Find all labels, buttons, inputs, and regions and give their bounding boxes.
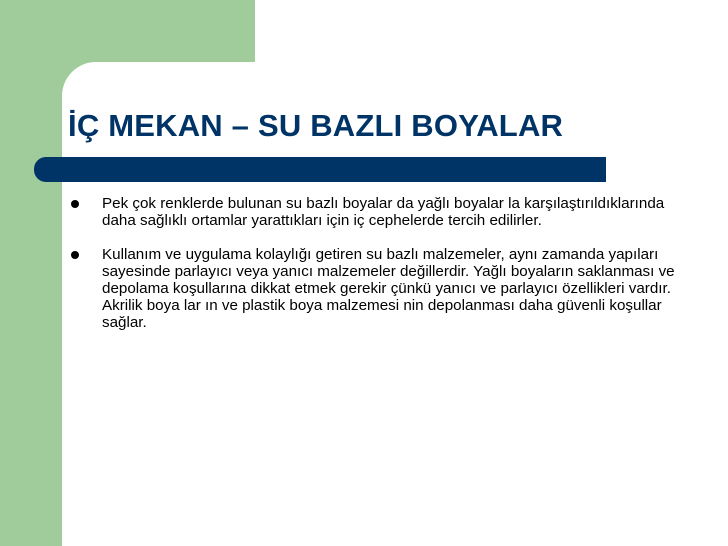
bullet-dot-icon [71, 251, 79, 259]
bullet-dot-icon [71, 200, 79, 208]
bullet-text: Pek çok renklerde bulunan su bazlı boyalar da yağlı boyalar la karşılaştırıldıklarında daha sağlıklı ortamlar yarattıkları için iç cephelerde tercih edilirler. [102, 195, 665, 229]
green-side-band [0, 0, 62, 546]
title-underline-bar [34, 157, 606, 182]
bullet-list [68, 195, 678, 331]
bullet-item [68, 195, 678, 229]
slide-title: İÇ MEKAN – SU BAZLI BOYALAR [68, 108, 564, 143]
bullet-text: Kullanım ve uygulama kolaylığı getiren su bazlı malzemeler, aynı zamanda yapıları sayesinde parlayıcı veya yanıcı malzemeler değillerdir. Yağlı boyaların saklanması ve depolama koşullarına dikkat etmek gerekir çünkü yanıcı ve parlayıcı özellikleri vardır. Akrilik boya lar ın ve plastik boya malzemesi nin depolanması daha güvenli koşullar sağlar. [102, 246, 675, 331]
bullet-item [68, 246, 678, 331]
